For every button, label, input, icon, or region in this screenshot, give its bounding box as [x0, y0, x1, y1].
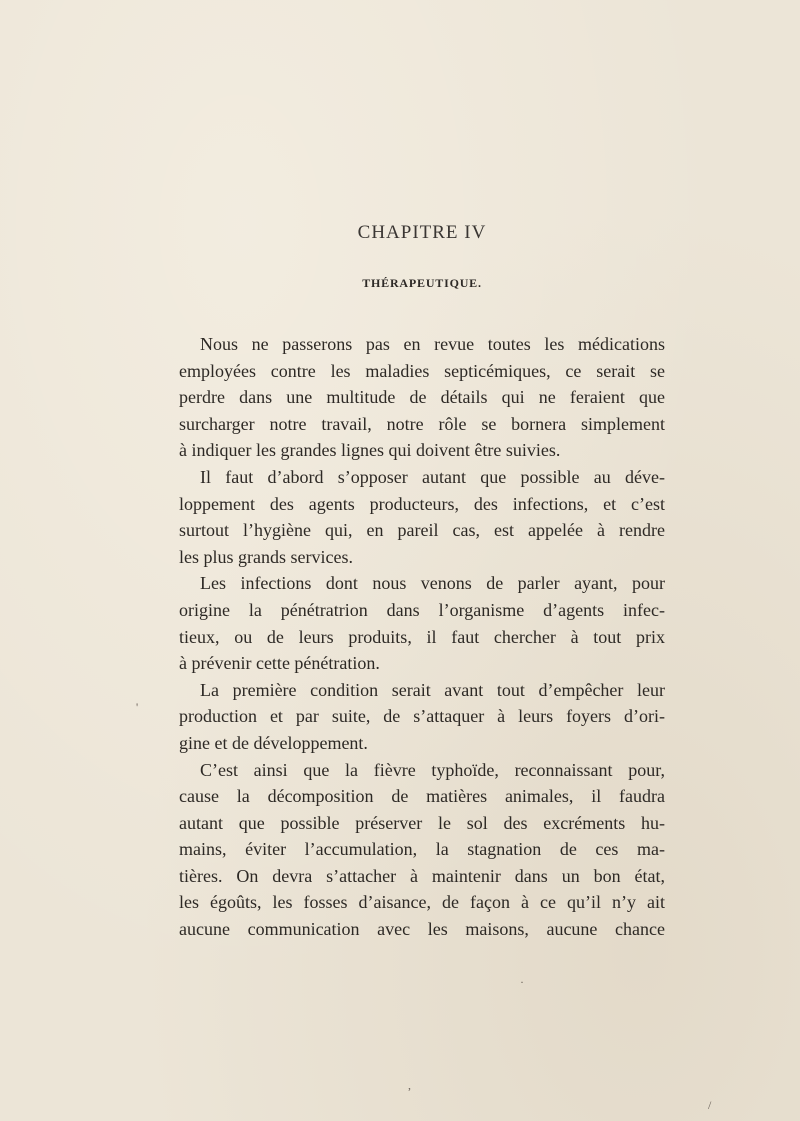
chapter-subtitle: THÉRAPEUTIQUE.	[362, 276, 482, 290]
text-line: cause la décomposition de matières animales, il faudra	[179, 786, 665, 807]
paragraph-5	[179, 757, 665, 943]
paragraph-3	[179, 570, 665, 676]
paragraph-1	[179, 331, 665, 464]
text-line: tières. On devra s’attacher à maintenir dans un bon état,	[179, 865, 665, 886]
text-line: production et par suite, de s’attaquer à leurs foyers d’ori-	[179, 706, 665, 727]
text-line: surtout l’hygiène qui, en pareil cas, est appelée à rendre	[179, 520, 665, 541]
text-line: les plus grands services.	[179, 546, 353, 567]
text-line: surcharger notre travail, notre rôle se bornera simplement	[179, 413, 665, 434]
text-line: Les infections dont nous venons de parler ayant, pour	[200, 573, 665, 594]
text-line: Nous ne passerons pas en revue toutes les médications	[200, 334, 665, 354]
text-line: mains, éviter l’accumulation, la stagnation de ces ma-	[179, 839, 665, 860]
text-line: perdre dans une multitude de détails qui ne feraient que	[179, 387, 665, 408]
text-line: La première condition serait avant tout d’empêcher leur	[200, 679, 665, 700]
text-line: tieux, ou de leurs produits, il faut chercher à tout prix	[179, 626, 665, 647]
text-line: origine la pénétratrion dans l’organisme d’agents infec-	[179, 599, 665, 620]
paragraph-2	[179, 464, 665, 570]
text-line: employées contre les maladies septicémiques, ce serait se	[179, 360, 665, 381]
ink-speck: ·	[520, 975, 524, 989]
text-line: Il faut d’abord s’opposer autant que possible au déve-	[200, 466, 665, 487]
body-text	[179, 331, 665, 943]
paragraph-4	[179, 677, 665, 757]
text-line: autant que possible préserver le sol des excréments hu-	[179, 812, 665, 833]
text-line: gine et de développement.	[179, 732, 368, 753]
text-line: aucune communication avec les maisons, aucune chance	[179, 919, 665, 940]
text-line: à indiquer les grandes lignes qui doivent être suivies.	[179, 440, 561, 461]
text-line: C’est ainsi que la fièvre typhoïde, reconnaissant pour,	[200, 759, 665, 780]
ink-speck: '	[136, 700, 139, 714]
text-line: loppement des agents producteurs, des infections, et c’est	[179, 493, 665, 514]
ink-speck: ,	[408, 1078, 411, 1092]
chapter-title: CHAPITRE IV	[357, 222, 487, 243]
ink-speck: /	[708, 1098, 712, 1112]
text-line: les égoûts, les fosses d’aisance, de façon à ce qu’il n’y ait	[179, 892, 665, 913]
text-line: à prévenir cette pénétration.	[179, 653, 380, 674]
